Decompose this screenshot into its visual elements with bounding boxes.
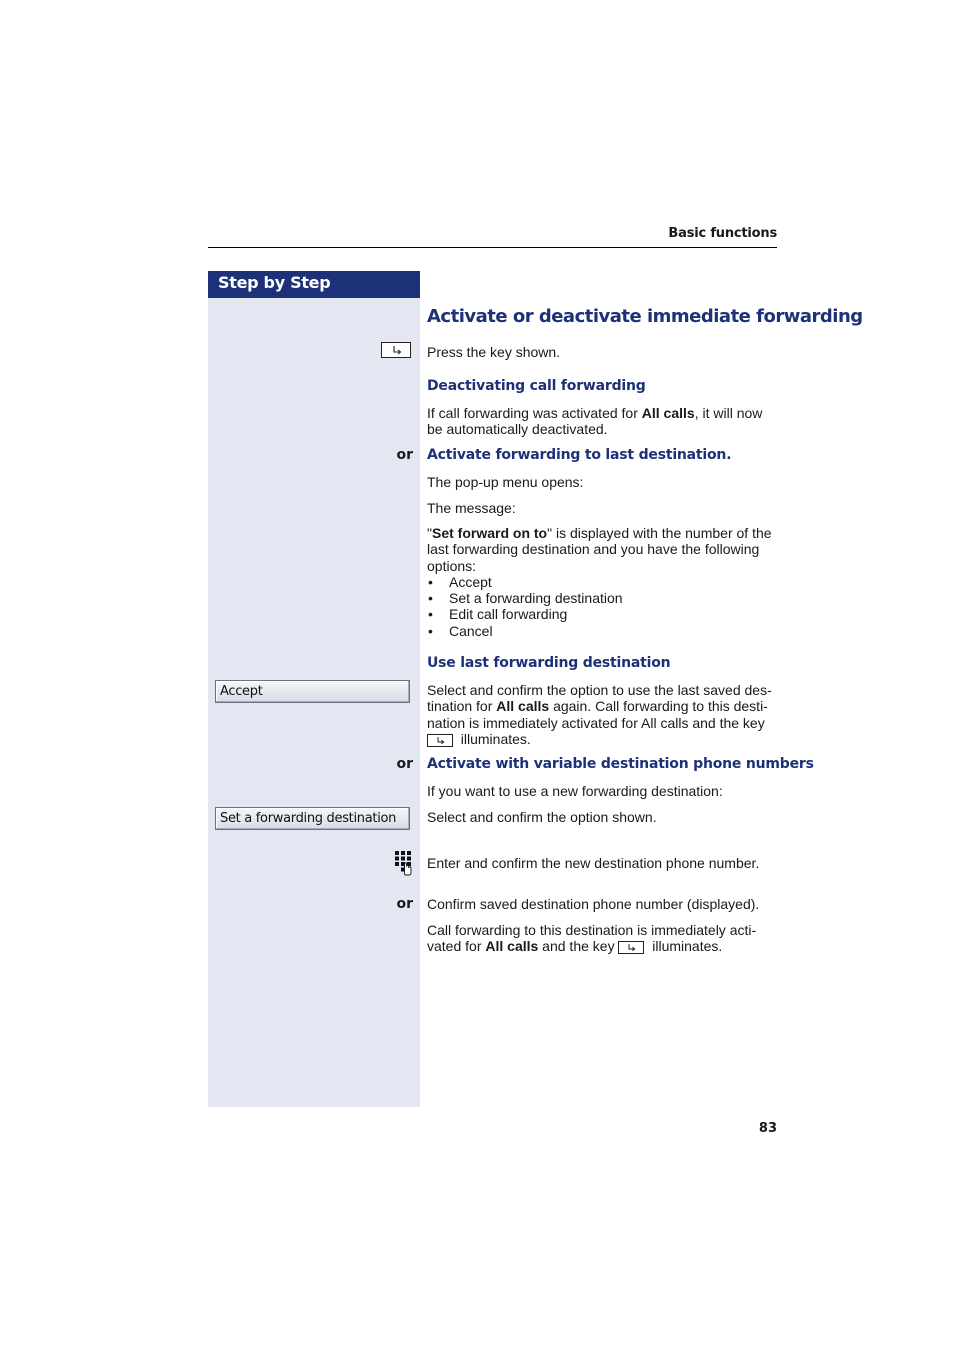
enter-number-text: Enter and confirm the new destination phone number.	[427, 855, 760, 871]
list-item: • Set a forwarding destination	[427, 590, 779, 606]
deactivating-text: If call forwarding was activated for All calls, it will now be automatically deactivated.	[427, 405, 763, 438]
forward-key-icon	[618, 941, 644, 954]
activate-last-title: Activate forwarding to last destination.	[427, 447, 732, 463]
list-item: • Accept	[427, 574, 779, 590]
set-forwarding-destination-button[interactable]: Set a forwarding destination	[215, 807, 410, 830]
or-label: or	[396, 756, 413, 772]
header-divider	[208, 247, 777, 248]
result-text: Call forwarding to this destination is immediately acti- vated for All calls and the key illuminates.	[427, 922, 757, 955]
select-option-text: Select and confirm the option shown.	[427, 809, 657, 825]
message-text: The message:	[427, 500, 516, 516]
list-item: • Edit call forwarding	[427, 606, 779, 622]
use-last-title: Use last forwarding destination	[427, 655, 671, 671]
keypad-icon	[394, 850, 414, 876]
popup-text: The pop-up menu opens:	[427, 474, 584, 490]
page-number: 83	[758, 1121, 777, 1136]
or-label: or	[396, 447, 413, 463]
or-label: or	[396, 896, 413, 912]
message-description: "Set forward on to" is displayed with the number of the last forwarding destination and you have the following options: • Accept • Set a forwarding destination • Edit call forwarding • Cancel	[427, 525, 779, 639]
use-last-text: Select and confirm the option to use the last saved des- tination for All calls again. Call forwarding to this desti- nation is immediately activated for All calls and the key illuminates.	[427, 682, 772, 747]
variable-intro-text: If you want to use a new forwarding destination:	[427, 783, 723, 799]
forward-key-icon	[381, 342, 411, 358]
press-key-text: Press the key shown.	[427, 344, 561, 360]
deactivating-title: Deactivating call forwarding	[427, 378, 646, 394]
step-by-step-title: Step by Step	[218, 273, 331, 292]
running-header: Basic functions	[668, 226, 777, 241]
confirm-saved-text: Confirm saved destination phone number (displayed).	[427, 896, 760, 912]
list-item: • Cancel	[427, 623, 779, 639]
accept-option-button[interactable]: Accept	[215, 680, 410, 703]
options-list	[427, 574, 779, 639]
forward-key-icon	[427, 734, 453, 747]
variable-destination-title: Activate with variable destination phone numbers	[427, 756, 814, 772]
page-title: Activate or deactivate immediate forwarding	[427, 306, 863, 327]
